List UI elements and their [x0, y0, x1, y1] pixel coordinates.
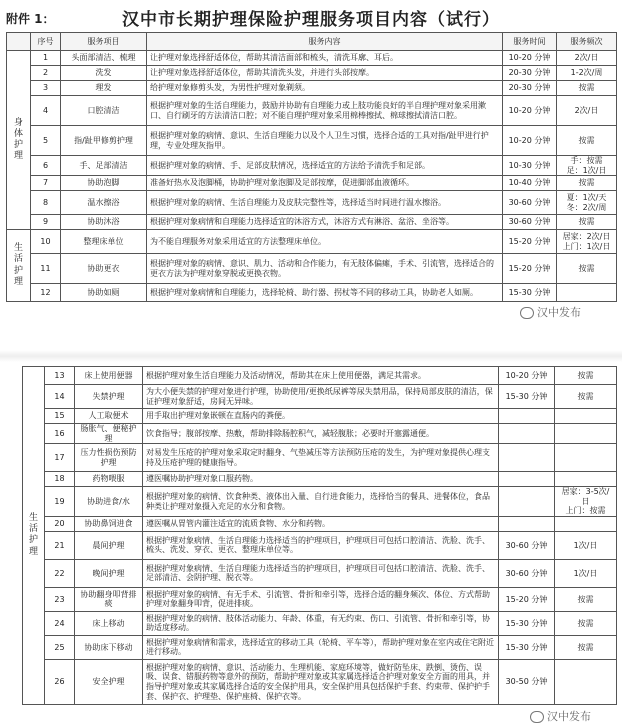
table-row — [7, 66, 617, 81]
seq-cell: 10 — [31, 230, 61, 254]
page-break — [0, 350, 622, 362]
category-cell: 生 活 护 理 — [7, 230, 31, 302]
item-cell: 头面部清洁、梳理 — [61, 51, 147, 66]
col-item: 服务项目 — [61, 33, 147, 51]
time-cell: 15-20 分钟 — [503, 254, 557, 284]
table-row — [23, 444, 617, 472]
time-cell: 10-30 分钟 — [503, 156, 557, 176]
item-cell: 口腔清洁 — [61, 96, 147, 126]
seq-cell: 21 — [45, 531, 75, 559]
table-row — [23, 531, 617, 559]
item-cell: 药物喂服 — [75, 472, 143, 487]
content-cell: 为不能自理服务对象采用适宜的方法整理床单位。 — [147, 230, 503, 254]
item-cell: 协助鼻饲进食 — [75, 516, 143, 531]
time-cell: 10-20 分钟 — [503, 96, 557, 126]
content-cell: 对易发生压疮的护理对象采取定时翻身、气垫减压等方法预防压疮的发生，为护理对象提供心理支持及压疮护理的健康指导。 — [143, 444, 499, 472]
seq-cell: 7 — [31, 176, 61, 191]
table-row — [23, 487, 617, 517]
table-row — [7, 176, 617, 191]
table-row — [23, 635, 617, 659]
freq-cell: 1次/日 — [555, 559, 617, 587]
item-cell: 协助翻身叩背排痰 — [75, 587, 143, 611]
col-freq: 服务频次 — [557, 33, 617, 51]
content-cell: 根据护理对象的病情、意识、活动能力、生理机能、家庭环境等，做好防坠床、跌倒、烫伤、误吸、误食、错服药物等意外的预防，帮助护理对象或其家属选择适合护理对象安全方面的用具，并指导护理对象或其家属选择合适的安全保护用具，安全保护用具包括保护手套、约束带、保护护手套、保护衣、护理垫、保护座椅、保护衣等。 — [143, 659, 499, 704]
seq-cell: 25 — [45, 635, 75, 659]
freq-cell — [555, 659, 617, 704]
item-cell: 协助泡脚 — [61, 176, 147, 191]
content-cell: 根据护理对象病情和自理能力，选择轮椅、助行器、拐杖等不同的移动工具，协助老人如厕。 — [147, 284, 503, 302]
watermark-bottom: 汉中发布 — [530, 708, 591, 724]
seq-cell: 24 — [45, 611, 75, 635]
document-title: 汉中市长期护理保险护理服务项目内容（试行） — [122, 10, 500, 30]
time-cell: 30-60 分钟 — [503, 215, 557, 230]
time-cell: 10-40 分钟 — [503, 176, 557, 191]
time-cell: 15-30 分钟 — [499, 635, 555, 659]
item-cell: 协助如厕 — [61, 284, 147, 302]
wechat-icon — [530, 711, 544, 723]
table-row — [7, 96, 617, 126]
seq-cell: 18 — [45, 472, 75, 487]
content-cell: 为大小便失禁的护理对象进行护理，协助使用/更换纸尿裤等尿失禁用品，保持局部皮肤的清洁，保证护理对象舒适，房间无异味。 — [143, 385, 499, 409]
item-cell: 安全护理 — [75, 659, 143, 704]
table-row — [23, 472, 617, 487]
time-cell: 10-20 分钟 — [503, 126, 557, 156]
seq-cell: 20 — [45, 516, 75, 531]
seq-cell: 12 — [31, 284, 61, 302]
time-cell: 15-30 分钟 — [499, 385, 555, 409]
time-cell: 15-30 分钟 — [503, 284, 557, 302]
seq-cell: 9 — [31, 215, 61, 230]
table-row — [23, 516, 617, 531]
col-time: 服务时间 — [503, 33, 557, 51]
freq-cell — [555, 409, 617, 424]
content-cell: 给护理对象修剪头发，为男性护理对象剃须。 — [147, 81, 503, 96]
col-seq: 序号 — [31, 33, 61, 51]
table-row — [23, 611, 617, 635]
table-row — [23, 367, 617, 385]
freq-cell: 按需 — [555, 587, 617, 611]
time-cell — [499, 424, 555, 444]
freq-cell: 按需 — [557, 126, 617, 156]
freq-cell: 按需 — [557, 81, 617, 96]
seq-cell: 26 — [45, 659, 75, 704]
table-row — [23, 659, 617, 704]
watermark-mid: 汉中发布 — [520, 304, 581, 320]
content-cell: 根据护理对象的病情、意识、肌力、活动和合作能力，有无肢体偏瘫，手术、引流管，选择适合的更衣方法为护理对象穿脱或更换衣物。 — [147, 254, 503, 284]
table-row — [7, 81, 617, 96]
item-cell: 压力性损伤预防护理 — [75, 444, 143, 472]
content-cell: 根据护理对象病情和需求，选择适宜的移动工具（轮椅、平车等），帮助护理对象在室内或住宅附近进行移动。 — [143, 635, 499, 659]
annex-label: 附件 1： — [6, 12, 55, 26]
content-cell: 根据护理对象的生活自理能力，鼓励并协助有自理能力或上肢功能良好的半自理护理对象采用漱口、自行刷牙的方法清洁口腔；对不能自理护理对象采用棉棒擦拭、棉球擦拭清洁口腔。 — [147, 96, 503, 126]
freq-cell: 手：按需 足：1次/日 — [557, 156, 617, 176]
freq-cell — [557, 284, 617, 302]
seq-cell: 5 — [31, 126, 61, 156]
content-cell: 饮食指导；腹部按摩、热敷，帮助排除肠腔积气，减轻腹胀；必要时开塞露通便。 — [143, 424, 499, 444]
item-cell: 手、足部清洁 — [61, 156, 147, 176]
seq-cell: 4 — [31, 96, 61, 126]
document-header — [0, 0, 622, 30]
freq-cell — [555, 472, 617, 487]
freq-cell: 按需 — [555, 635, 617, 659]
time-cell: 10-20 分钟 — [499, 367, 555, 385]
time-cell: 10-20 分钟 — [503, 51, 557, 66]
time-cell — [499, 516, 555, 531]
time-cell: 20-30 分钟 — [503, 81, 557, 96]
table-row — [23, 559, 617, 587]
table-row — [7, 254, 617, 284]
table-row — [23, 587, 617, 611]
seq-cell: 22 — [45, 559, 75, 587]
item-cell: 失禁护理 — [75, 385, 143, 409]
content-cell: 根据护理对象生活自理能力及活动情况，帮助其在床上使用便器，满足其需求。 — [143, 367, 499, 385]
time-cell: 30-50 分钟 — [499, 659, 555, 704]
category-cell: 身 体 护 理 — [7, 51, 31, 230]
category-cell: 生 活 护 理 — [23, 367, 45, 705]
item-cell: 洗发 — [61, 66, 147, 81]
content-cell: 根据护理对象病情和自理能力选择适宜的沐浴方式，沐浴方式有淋浴、盆浴、坐浴等。 — [147, 215, 503, 230]
item-cell: 人工取便术 — [75, 409, 143, 424]
content-cell: 根据护理对象的病情、肢体活动能力、年龄、体重，有无约束、伤口、引流管、骨折和牵引等，协助适度移动。 — [143, 611, 499, 635]
freq-cell — [555, 444, 617, 472]
item-cell: 床上使用便器 — [75, 367, 143, 385]
item-cell: 床上移动 — [75, 611, 143, 635]
content-cell: 根据护理对象的病情、饮食种类、液体出入量、自行进食能力，选择恰当的餐具、进餐体位，食品种类让护理对象摄入充足的水分和食物。 — [143, 487, 499, 517]
time-cell: 30-60 分钟 — [499, 559, 555, 587]
freq-cell — [555, 424, 617, 444]
seq-cell: 2 — [31, 66, 61, 81]
item-cell: 协助进食/水 — [75, 487, 143, 517]
time-cell — [499, 487, 555, 517]
item-cell: 温水擦浴 — [61, 191, 147, 215]
table-row — [23, 409, 617, 424]
content-cell: 让护理对象选择舒适体位，帮助其清洁面部和梳头，清洗耳廓、耳后。 — [147, 51, 503, 66]
freq-cell: 1次/日 — [555, 531, 617, 559]
freq-cell: 按需 — [557, 254, 617, 284]
service-table-part-2 — [22, 366, 617, 705]
item-cell: 理发 — [61, 81, 147, 96]
content-cell: 根据护理对象的病情、手、足部皮肤情况，选择适宜的方法给予清洗手和足部。 — [147, 156, 503, 176]
content-cell: 准备好热水及泡脚桶，协助护理对象泡脚及足部按摩，促进脚部血液循环。 — [147, 176, 503, 191]
content-cell: 根据护理对象的病情、生活自理能力及皮肤完整性等，选择适当时间进行温水擦浴。 — [147, 191, 503, 215]
item-cell: 晚间护理 — [75, 559, 143, 587]
freq-cell: 按需 — [555, 385, 617, 409]
time-cell: 15-30 分钟 — [499, 611, 555, 635]
seq-cell: 14 — [45, 385, 75, 409]
seq-cell: 17 — [45, 444, 75, 472]
table-row — [7, 230, 617, 254]
content-cell: 遵医嘱从胃管内灌注适宜的流质食物、水分和药物。 — [143, 516, 499, 531]
time-cell — [499, 409, 555, 424]
service-table-part-1 — [6, 32, 617, 302]
seq-cell: 11 — [31, 254, 61, 284]
seq-cell: 8 — [31, 191, 61, 215]
item-cell: 协助沐浴 — [61, 215, 147, 230]
seq-cell: 13 — [45, 367, 75, 385]
freq-cell: 按需 — [557, 215, 617, 230]
table-header-row — [7, 33, 617, 51]
seq-cell: 1 — [31, 51, 61, 66]
content-cell: 根据护理对象病情、生活自理能力选择适当的护理项目，护理项目可包括口腔清洁、洗脸、洗手、足部清洁、会阴护理、脱衣等。 — [143, 559, 499, 587]
seq-cell: 16 — [45, 424, 75, 444]
table-row — [7, 126, 617, 156]
item-cell: 协助更衣 — [61, 254, 147, 284]
item-cell: 整理床单位 — [61, 230, 147, 254]
freq-cell: 1-2次/周 — [557, 66, 617, 81]
table-row — [7, 284, 617, 302]
freq-cell: 按需 — [557, 176, 617, 191]
freq-cell — [555, 516, 617, 531]
content-cell: 根据护理对象的病情、意识、生活自理能力以及个人卫生习惯，选择合适的工具对指/趾甲进行护理，专业处理灰指甲。 — [147, 126, 503, 156]
table-row — [7, 51, 617, 66]
content-cell: 根据护理对象的病情、有无手术、引流管、骨折和牵引等，选择合适的翻身频次、体位、方式帮助护理对象翻身叩背，促进排痰。 — [143, 587, 499, 611]
seq-cell: 23 — [45, 587, 75, 611]
freq-cell: 2次/日 — [557, 51, 617, 66]
item-cell: 晨间护理 — [75, 531, 143, 559]
time-cell: 20-30 分钟 — [503, 66, 557, 81]
freq-cell: 居家：2次/日 上门：1次/日 — [557, 230, 617, 254]
freq-cell: 居家：3-5次/日 上门：按需 — [555, 487, 617, 517]
table-row — [23, 385, 617, 409]
freq-cell: 2次/日 — [557, 96, 617, 126]
seq-cell: 15 — [45, 409, 75, 424]
content-cell: 让护理对象选择舒适体位，帮助其清洗头发，并进行头部按摩。 — [147, 66, 503, 81]
time-cell: 30-60 分钟 — [499, 531, 555, 559]
time-cell: 30-60 分钟 — [503, 191, 557, 215]
time-cell: 15-20 分钟 — [499, 587, 555, 611]
item-cell: 指/趾甲修剪护理 — [61, 126, 147, 156]
table-row — [7, 191, 617, 215]
wechat-icon — [520, 307, 534, 319]
time-cell — [499, 472, 555, 487]
seq-cell: 19 — [45, 487, 75, 517]
col-content: 服务内容 — [147, 33, 503, 51]
freq-cell: 夏：1次/天 冬：2次/周 — [557, 191, 617, 215]
seq-cell: 3 — [31, 81, 61, 96]
freq-cell: 按需 — [555, 367, 617, 385]
seq-cell: 6 — [31, 156, 61, 176]
table-row — [23, 424, 617, 444]
freq-cell: 按需 — [555, 611, 617, 635]
time-cell — [499, 444, 555, 472]
table-row — [7, 156, 617, 176]
table-row — [7, 215, 617, 230]
content-cell: 遵医嘱协助护理对象口服药物。 — [143, 472, 499, 487]
time-cell: 15-20 分钟 — [503, 230, 557, 254]
content-cell: 用手取出护理对象嵌顿在直肠内的粪便。 — [143, 409, 499, 424]
item-cell: 肠胀气、便秘护理 — [75, 424, 143, 444]
content-cell: 根据护理对象病情、生活自理能力选择适当的护理项目，护理项目可包括口腔清洁、洗脸、洗手、梳头、洗发、穿衣、更衣、整理床单位等。 — [143, 531, 499, 559]
item-cell: 协助床下移动 — [75, 635, 143, 659]
